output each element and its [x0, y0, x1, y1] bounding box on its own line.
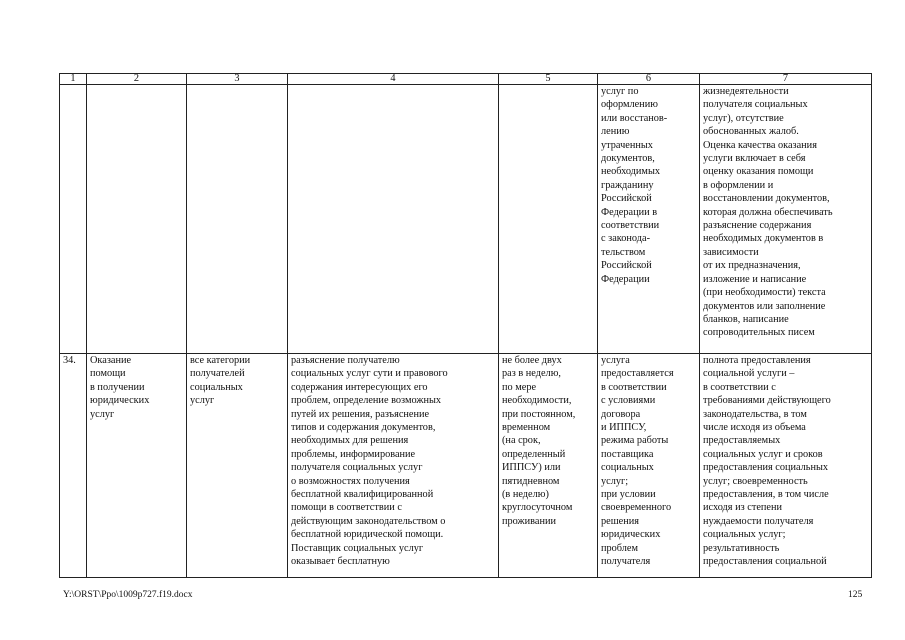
- row-number-cell: 34.: [60, 354, 87, 578]
- column-number: 4: [288, 74, 499, 85]
- footer-file-path: Y:\ORST\Ppo\1009p727.f19.docx: [63, 590, 193, 600]
- column-number: 3: [187, 74, 288, 85]
- quality-criteria-cell: жизнедеятельности получателя социальных услуг), отсутствие обоснованных жалоб. Оценка качества оказания услуги включает в себя оценку оказания помощи в оформлении и восстановлении документов, которая должна обеспечивать разъяснение содержания необходимых документов в зависимости от их предназначения, изложение и написание (при необходимости) текста документов или заполнение бланков, написание сопроводительных писем: [700, 85, 872, 354]
- column-number: 2: [87, 74, 187, 85]
- column-number: 1: [60, 74, 87, 85]
- services-table: [59, 73, 872, 578]
- recipient-category-cell: [187, 85, 288, 354]
- conditions-cell: услуга предоставляется в соответствии с условиями договора и ИППСУ, режима работы поставщика социальных услуг; при условии своевременного решения юридических проблем получателя: [598, 354, 700, 578]
- column-number-row: [60, 74, 872, 85]
- table-row-continued: [60, 85, 872, 354]
- column-number: 7: [700, 74, 872, 85]
- row-number-cell: [60, 85, 87, 354]
- service-description-cell: [288, 85, 499, 354]
- service-description-cell: разъяснение получателю социальных услуг сути и правового содержания интересующих его проблем, определение возможных путей их решения, разъяснение типов и содержания документов, необходимых для решения проблемы, информирование получателя социальных услуг о возможностях получения бесплатной квалифицированной помощи в соответствии с действующим законодательством о бесплатной юридической помощи. Поставщик социальных услуг оказывает бесплатную: [288, 354, 499, 578]
- column-number: 5: [499, 74, 598, 85]
- footer-page-number: 125: [848, 590, 863, 600]
- service-name-cell: [87, 85, 187, 354]
- service-name-cell: Оказание помощи в получении юридических услуг: [87, 354, 187, 578]
- column-number: 6: [598, 74, 700, 85]
- frequency-cell: не более двух раз в неделю, по мере необходимости, при постоянном, временном (на срок, определенный ИППСУ) или пятидневном (в неделю) круглосуточном проживании: [499, 354, 598, 578]
- quality-criteria-cell: полнота предоставления социальной услуги – в соответствии с требованиями действующего законодательства, в том числе исходя из объема предоставляемых социальных услуг и сроков предоставления социальных услуг; своевременность предоставления, в том числе исходя из степени нуждаемости получателя социальных услуг; результативность предоставления социальной: [700, 354, 872, 578]
- recipient-category-cell: все категории получателей социальных услуг: [187, 354, 288, 578]
- frequency-cell: [499, 85, 598, 354]
- table-row-34: [60, 354, 872, 578]
- conditions-cell: услуг по оформлению или восстанов- лению утраченных документов, необходимых гражданину Российской Федерации в соответствии с законода- тельством Российской Федерации: [598, 85, 700, 354]
